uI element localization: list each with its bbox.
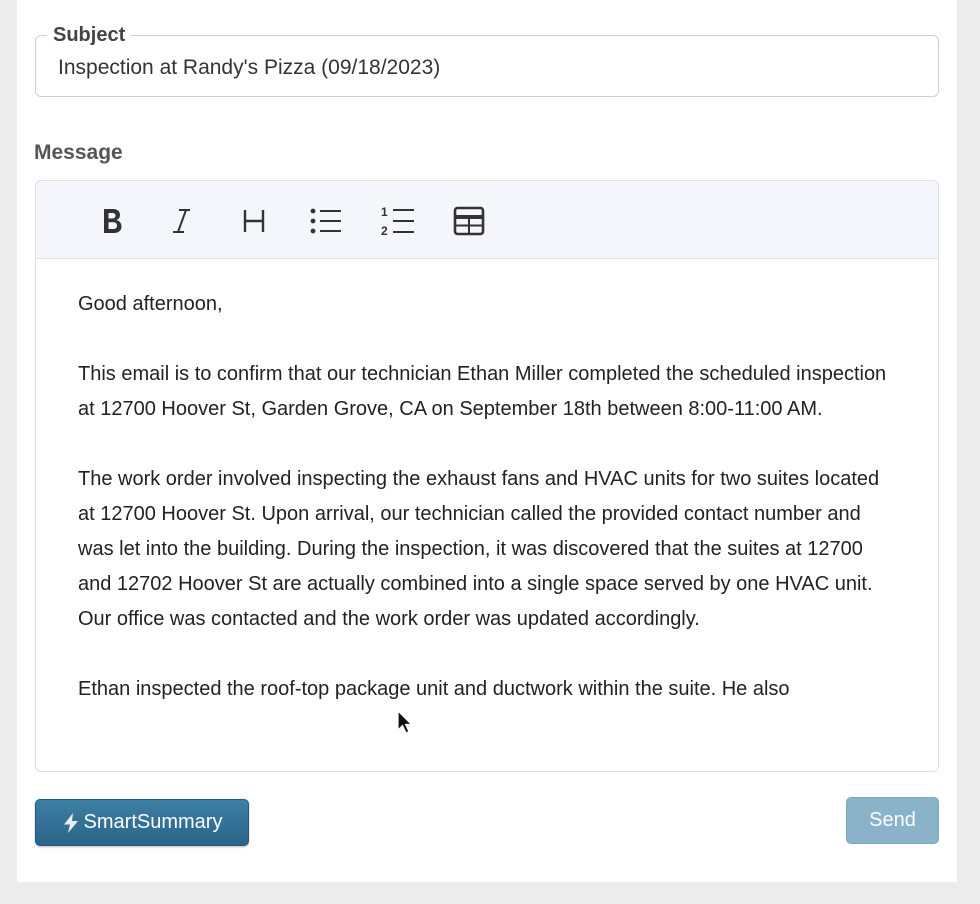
svg-text:1: 1 xyxy=(381,205,388,219)
table-icon xyxy=(453,206,485,236)
heading-button[interactable] xyxy=(234,201,274,241)
italic-icon xyxy=(169,206,195,236)
heading-icon xyxy=(241,206,267,236)
smart-summary-button[interactable] xyxy=(35,799,249,846)
message-body[interactable] xyxy=(36,259,938,707)
message-editor xyxy=(35,180,939,772)
italic-button[interactable] xyxy=(162,201,202,241)
numbered-list-button[interactable] xyxy=(378,201,418,241)
message-paragraph: This email is to confirm that our technician Ethan Miller completed the scheduled inspection at 12700 Hoover St, Garden Grove, CA on September 18th between 8:00-11:00 AM. xyxy=(78,363,887,420)
message-paragraph: Good afternoon, xyxy=(78,293,223,315)
lightning-bolt-icon xyxy=(62,812,80,834)
bold-icon xyxy=(99,206,125,236)
message-label: Message xyxy=(34,141,123,164)
subject-input[interactable] xyxy=(58,56,918,80)
bold-button[interactable] xyxy=(92,201,132,241)
editor-toolbar xyxy=(36,181,938,259)
smart-summary-label: SmartSummary xyxy=(83,811,223,833)
svg-text:2: 2 xyxy=(381,224,388,238)
subject-label: Subject xyxy=(47,24,131,47)
subject-field-box xyxy=(35,35,939,97)
mouse-cursor-icon xyxy=(397,710,413,736)
bullet-list-icon xyxy=(309,206,343,236)
numbered-list-icon xyxy=(380,204,416,238)
bullet-list-button[interactable] xyxy=(306,201,346,241)
message-paragraph: Ethan inspected the roof-top package unit and ductwork within the suite. He also xyxy=(78,678,790,700)
table-button[interactable] xyxy=(449,201,489,241)
message-paragraph: The work order involved inspecting the exhaust fans and HVAC units for two suites located at 12700 Hoover St. Upon arrival, our technician called the provided contact number and was let into the building. During the inspection, it was discovered that the suites at 12700 and 12702 Hoover St are actually combined into a single space served by one HVAC unit. Our office was contacted and the work order was updated accordingly. xyxy=(78,468,880,630)
send-button[interactable]: Send xyxy=(846,797,939,844)
compose-panel xyxy=(17,0,957,882)
